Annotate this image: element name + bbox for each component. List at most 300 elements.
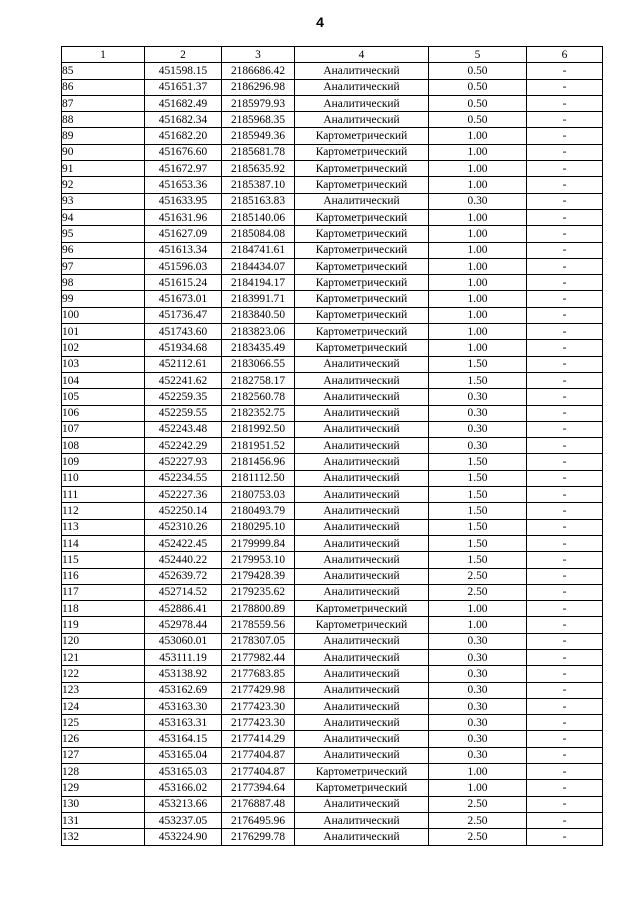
accuracy-cell: 0.30 xyxy=(429,389,527,405)
accuracy-cell: 1.00 xyxy=(429,340,527,356)
note-cell: - xyxy=(527,617,603,633)
y-coordinate-cell: 2179953.10 xyxy=(222,552,295,568)
y-coordinate-cell: 2182560.78 xyxy=(222,389,295,405)
accuracy-cell: 0.30 xyxy=(429,682,527,698)
table-row xyxy=(62,666,603,682)
table-row xyxy=(62,356,603,372)
table-row xyxy=(62,242,603,258)
x-coordinate-cell: 451613.34 xyxy=(145,242,222,258)
point-number-cell: 90 xyxy=(62,144,145,160)
x-coordinate-cell: 453163.31 xyxy=(145,715,222,731)
table-row xyxy=(62,209,603,225)
accuracy-cell: 1.00 xyxy=(429,177,527,193)
y-coordinate-cell: 2177414.29 xyxy=(222,731,295,747)
point-number-cell: 127 xyxy=(62,747,145,763)
method-cell: Картометрический xyxy=(295,764,429,780)
y-coordinate-cell: 2185163.83 xyxy=(222,193,295,209)
x-coordinate-cell: 451682.34 xyxy=(145,112,222,128)
table-row xyxy=(62,275,603,291)
y-coordinate-cell: 2182758.17 xyxy=(222,372,295,388)
method-cell: Аналитический xyxy=(295,552,429,568)
table-row xyxy=(62,812,603,828)
point-number-cell: 108 xyxy=(62,438,145,454)
method-cell: Аналитический xyxy=(295,731,429,747)
x-coordinate-cell: 451598.15 xyxy=(145,63,222,79)
y-coordinate-cell: 2177423.30 xyxy=(222,698,295,714)
y-coordinate-cell: 2184434.07 xyxy=(222,258,295,274)
note-cell: - xyxy=(527,470,603,486)
x-coordinate-cell: 451651.37 xyxy=(145,79,222,95)
x-coordinate-cell: 451673.01 xyxy=(145,291,222,307)
accuracy-cell: 2.50 xyxy=(429,584,527,600)
x-coordinate-cell: 453237.05 xyxy=(145,812,222,828)
table-row xyxy=(62,324,603,340)
table-row xyxy=(62,144,603,160)
note-cell: - xyxy=(527,829,603,845)
table-row xyxy=(62,95,603,111)
point-number-cell: 98 xyxy=(62,275,145,291)
accuracy-cell: 2.50 xyxy=(429,568,527,584)
accuracy-cell: 1.00 xyxy=(429,617,527,633)
table-row xyxy=(62,552,603,568)
accuracy-cell: 1.50 xyxy=(429,552,527,568)
method-cell: Аналитический xyxy=(295,63,429,79)
point-number-cell: 106 xyxy=(62,405,145,421)
y-coordinate-cell: 2185635.92 xyxy=(222,161,295,177)
y-coordinate-cell: 2183823.06 xyxy=(222,324,295,340)
x-coordinate-cell: 451682.20 xyxy=(145,128,222,144)
point-number-cell: 132 xyxy=(62,829,145,845)
note-cell: - xyxy=(527,666,603,682)
table-row xyxy=(62,649,603,665)
accuracy-cell: 1.00 xyxy=(429,780,527,796)
accuracy-cell: 2.50 xyxy=(429,812,527,828)
point-number-cell: 126 xyxy=(62,731,145,747)
accuracy-cell: 0.30 xyxy=(429,421,527,437)
table-row xyxy=(62,568,603,584)
point-number-cell: 103 xyxy=(62,356,145,372)
accuracy-cell: 1.00 xyxy=(429,307,527,323)
accuracy-cell: 1.00 xyxy=(429,242,527,258)
accuracy-cell: 2.50 xyxy=(429,829,527,845)
accuracy-cell: 1.00 xyxy=(429,209,527,225)
y-coordinate-cell: 2186686.42 xyxy=(222,63,295,79)
note-cell: - xyxy=(527,226,603,242)
method-cell: Аналитический xyxy=(295,633,429,649)
method-cell: Картометрический xyxy=(295,128,429,144)
table-row xyxy=(62,291,603,307)
point-number-cell: 120 xyxy=(62,633,145,649)
y-coordinate-cell: 2183840.50 xyxy=(222,307,295,323)
x-coordinate-cell: 451676.60 xyxy=(145,144,222,160)
method-cell: Аналитический xyxy=(295,421,429,437)
table-row xyxy=(62,503,603,519)
method-cell: Аналитический xyxy=(295,487,429,503)
table-row xyxy=(62,487,603,503)
y-coordinate-cell: 2185387.10 xyxy=(222,177,295,193)
column-header-2: 2 xyxy=(145,47,222,63)
accuracy-cell: 0.30 xyxy=(429,698,527,714)
y-coordinate-cell: 2178800.89 xyxy=(222,601,295,617)
x-coordinate-cell: 452714.52 xyxy=(145,584,222,600)
note-cell: - xyxy=(527,454,603,470)
y-coordinate-cell: 2181112.50 xyxy=(222,470,295,486)
method-cell: Картометрический xyxy=(295,226,429,242)
y-coordinate-cell: 2177429.98 xyxy=(222,682,295,698)
note-cell: - xyxy=(527,601,603,617)
x-coordinate-cell: 452639.72 xyxy=(145,568,222,584)
note-cell: - xyxy=(527,209,603,225)
table-row xyxy=(62,421,603,437)
note-cell: - xyxy=(527,698,603,714)
method-cell: Аналитический xyxy=(295,584,429,600)
table-row xyxy=(62,617,603,633)
y-coordinate-cell: 2177683.85 xyxy=(222,666,295,682)
coordinates-table xyxy=(61,46,603,846)
table-row xyxy=(62,682,603,698)
x-coordinate-cell: 452227.36 xyxy=(145,487,222,503)
x-coordinate-cell: 452978.44 xyxy=(145,617,222,633)
x-coordinate-cell: 452241.62 xyxy=(145,372,222,388)
accuracy-cell: 1.00 xyxy=(429,764,527,780)
note-cell: - xyxy=(527,487,603,503)
x-coordinate-cell: 451596.03 xyxy=(145,258,222,274)
accuracy-cell: 0.30 xyxy=(429,438,527,454)
accuracy-cell: 1.00 xyxy=(429,275,527,291)
accuracy-cell: 0.30 xyxy=(429,405,527,421)
y-coordinate-cell: 2177394.64 xyxy=(222,780,295,796)
table-row xyxy=(62,584,603,600)
accuracy-cell: 2.50 xyxy=(429,796,527,812)
table-row xyxy=(62,438,603,454)
table-row xyxy=(62,747,603,763)
note-cell: - xyxy=(527,535,603,551)
x-coordinate-cell: 452242.29 xyxy=(145,438,222,454)
x-coordinate-cell: 452259.35 xyxy=(145,389,222,405)
point-number-cell: 118 xyxy=(62,601,145,617)
note-cell: - xyxy=(527,307,603,323)
method-cell: Аналитический xyxy=(295,454,429,470)
accuracy-cell: 1.00 xyxy=(429,144,527,160)
x-coordinate-cell: 451736.47 xyxy=(145,307,222,323)
table-row xyxy=(62,128,603,144)
column-header-4: 4 xyxy=(295,47,429,63)
column-header-5: 5 xyxy=(429,47,527,63)
point-number-cell: 117 xyxy=(62,584,145,600)
accuracy-cell: 1.50 xyxy=(429,503,527,519)
point-number-cell: 105 xyxy=(62,389,145,405)
table-row xyxy=(62,112,603,128)
note-cell: - xyxy=(527,552,603,568)
note-cell: - xyxy=(527,291,603,307)
table-body xyxy=(62,63,603,845)
point-number-cell: 124 xyxy=(62,698,145,714)
point-number-cell: 110 xyxy=(62,470,145,486)
accuracy-cell: 0.50 xyxy=(429,112,527,128)
table-row xyxy=(62,79,603,95)
note-cell: - xyxy=(527,340,603,356)
point-number-cell: 116 xyxy=(62,568,145,584)
point-number-cell: 85 xyxy=(62,63,145,79)
note-cell: - xyxy=(527,731,603,747)
y-coordinate-cell: 2185968.35 xyxy=(222,112,295,128)
note-cell: - xyxy=(527,649,603,665)
point-number-cell: 112 xyxy=(62,503,145,519)
x-coordinate-cell: 453164.15 xyxy=(145,731,222,747)
table-row xyxy=(62,340,603,356)
method-cell: Аналитический xyxy=(295,568,429,584)
note-cell: - xyxy=(527,79,603,95)
table-row xyxy=(62,731,603,747)
point-number-cell: 91 xyxy=(62,161,145,177)
method-cell: Картометрический xyxy=(295,177,429,193)
table-row xyxy=(62,389,603,405)
accuracy-cell: 1.00 xyxy=(429,128,527,144)
point-number-cell: 122 xyxy=(62,666,145,682)
method-cell: Аналитический xyxy=(295,389,429,405)
method-cell: Картометрический xyxy=(295,144,429,160)
y-coordinate-cell: 2183991.71 xyxy=(222,291,295,307)
method-cell: Картометрический xyxy=(295,780,429,796)
x-coordinate-cell: 452310.26 xyxy=(145,519,222,535)
y-coordinate-cell: 2184741.61 xyxy=(222,242,295,258)
note-cell: - xyxy=(527,796,603,812)
note-cell: - xyxy=(527,128,603,144)
method-cell: Картометрический xyxy=(295,258,429,274)
point-number-cell: 119 xyxy=(62,617,145,633)
point-number-cell: 130 xyxy=(62,796,145,812)
point-number-cell: 93 xyxy=(62,193,145,209)
y-coordinate-cell: 2185949.36 xyxy=(222,128,295,144)
accuracy-cell: 0.30 xyxy=(429,649,527,665)
point-number-cell: 88 xyxy=(62,112,145,128)
method-cell: Картометрический xyxy=(295,340,429,356)
x-coordinate-cell: 452259.55 xyxy=(145,405,222,421)
point-number-cell: 97 xyxy=(62,258,145,274)
x-coordinate-cell: 451633.95 xyxy=(145,193,222,209)
table-row xyxy=(62,519,603,535)
method-cell: Аналитический xyxy=(295,112,429,128)
accuracy-cell: 1.00 xyxy=(429,601,527,617)
accuracy-cell: 1.50 xyxy=(429,470,527,486)
y-coordinate-cell: 2176495.96 xyxy=(222,812,295,828)
x-coordinate-cell: 453138.92 xyxy=(145,666,222,682)
method-cell: Аналитический xyxy=(295,715,429,731)
point-number-cell: 113 xyxy=(62,519,145,535)
x-coordinate-cell: 451672.97 xyxy=(145,161,222,177)
note-cell: - xyxy=(527,503,603,519)
method-cell: Картометрический xyxy=(295,161,429,177)
accuracy-cell: 1.50 xyxy=(429,519,527,535)
method-cell: Аналитический xyxy=(295,747,429,763)
y-coordinate-cell: 2177982.44 xyxy=(222,649,295,665)
method-cell: Аналитический xyxy=(295,682,429,698)
accuracy-cell: 0.30 xyxy=(429,731,527,747)
method-cell: Аналитический xyxy=(295,666,429,682)
y-coordinate-cell: 2177404.87 xyxy=(222,764,295,780)
point-number-cell: 129 xyxy=(62,780,145,796)
table-row xyxy=(62,829,603,845)
note-cell: - xyxy=(527,242,603,258)
note-cell: - xyxy=(527,568,603,584)
method-cell: Аналитический xyxy=(295,356,429,372)
point-number-cell: 89 xyxy=(62,128,145,144)
note-cell: - xyxy=(527,633,603,649)
point-number-cell: 101 xyxy=(62,324,145,340)
method-cell: Аналитический xyxy=(295,470,429,486)
accuracy-cell: 1.00 xyxy=(429,258,527,274)
x-coordinate-cell: 453165.04 xyxy=(145,747,222,763)
y-coordinate-cell: 2179428.39 xyxy=(222,568,295,584)
y-coordinate-cell: 2181456.96 xyxy=(222,454,295,470)
x-coordinate-cell: 452112.61 xyxy=(145,356,222,372)
note-cell: - xyxy=(527,258,603,274)
method-cell: Аналитический xyxy=(295,535,429,551)
point-number-cell: 128 xyxy=(62,764,145,780)
method-cell: Картометрический xyxy=(295,307,429,323)
method-cell: Аналитический xyxy=(295,649,429,665)
x-coordinate-cell: 452234.55 xyxy=(145,470,222,486)
y-coordinate-cell: 2177404.87 xyxy=(222,747,295,763)
y-coordinate-cell: 2185979.93 xyxy=(222,95,295,111)
note-cell: - xyxy=(527,682,603,698)
accuracy-cell: 1.00 xyxy=(429,324,527,340)
table-row xyxy=(62,454,603,470)
y-coordinate-cell: 2185084.08 xyxy=(222,226,295,242)
method-cell: Аналитический xyxy=(295,698,429,714)
y-coordinate-cell: 2183066.55 xyxy=(222,356,295,372)
column-header-6: 6 xyxy=(527,47,603,63)
method-cell: Аналитический xyxy=(295,829,429,845)
method-cell: Картометрический xyxy=(295,242,429,258)
accuracy-cell: 1.00 xyxy=(429,291,527,307)
column-header-3: 3 xyxy=(222,47,295,63)
point-number-cell: 96 xyxy=(62,242,145,258)
accuracy-cell: 0.50 xyxy=(429,63,527,79)
method-cell: Аналитический xyxy=(295,438,429,454)
point-number-cell: 109 xyxy=(62,454,145,470)
x-coordinate-cell: 452886.41 xyxy=(145,601,222,617)
method-cell: Аналитический xyxy=(295,193,429,209)
method-cell: Аналитический xyxy=(295,503,429,519)
x-coordinate-cell: 452422.45 xyxy=(145,535,222,551)
y-coordinate-cell: 2186296.98 xyxy=(222,79,295,95)
note-cell: - xyxy=(527,780,603,796)
table-header-row xyxy=(62,47,603,63)
method-cell: Картометрический xyxy=(295,324,429,340)
table-row xyxy=(62,633,603,649)
accuracy-cell: 1.50 xyxy=(429,535,527,551)
y-coordinate-cell: 2180493.79 xyxy=(222,503,295,519)
method-cell: Картометрический xyxy=(295,209,429,225)
accuracy-cell: 1.00 xyxy=(429,226,527,242)
y-coordinate-cell: 2178307.05 xyxy=(222,633,295,649)
y-coordinate-cell: 2179235.62 xyxy=(222,584,295,600)
accuracy-cell: 1.00 xyxy=(429,161,527,177)
x-coordinate-cell: 451653.36 xyxy=(145,177,222,193)
method-cell: Картометрический xyxy=(295,291,429,307)
x-coordinate-cell: 453166.02 xyxy=(145,780,222,796)
method-cell: Аналитический xyxy=(295,796,429,812)
note-cell: - xyxy=(527,356,603,372)
note-cell: - xyxy=(527,275,603,291)
table-row xyxy=(62,307,603,323)
y-coordinate-cell: 2181951.52 xyxy=(222,438,295,454)
page-number: 4 xyxy=(316,14,324,30)
note-cell: - xyxy=(527,715,603,731)
accuracy-cell: 0.50 xyxy=(429,79,527,95)
y-coordinate-cell: 2182352.75 xyxy=(222,405,295,421)
accuracy-cell: 1.50 xyxy=(429,487,527,503)
note-cell: - xyxy=(527,144,603,160)
x-coordinate-cell: 451682.49 xyxy=(145,95,222,111)
point-number-cell: 125 xyxy=(62,715,145,731)
y-coordinate-cell: 2183435.49 xyxy=(222,340,295,356)
note-cell: - xyxy=(527,324,603,340)
note-cell: - xyxy=(527,405,603,421)
method-cell: Картометрический xyxy=(295,275,429,291)
x-coordinate-cell: 452250.14 xyxy=(145,503,222,519)
note-cell: - xyxy=(527,112,603,128)
point-number-cell: 94 xyxy=(62,209,145,225)
x-coordinate-cell: 451934.68 xyxy=(145,340,222,356)
x-coordinate-cell: 453165.03 xyxy=(145,764,222,780)
note-cell: - xyxy=(527,372,603,388)
point-number-cell: 95 xyxy=(62,226,145,242)
table-row xyxy=(62,601,603,617)
method-cell: Аналитический xyxy=(295,372,429,388)
table-row xyxy=(62,226,603,242)
table-row xyxy=(62,161,603,177)
point-number-cell: 86 xyxy=(62,79,145,95)
y-coordinate-cell: 2184194.17 xyxy=(222,275,295,291)
table-row xyxy=(62,780,603,796)
accuracy-cell: 1.50 xyxy=(429,356,527,372)
table-row xyxy=(62,698,603,714)
x-coordinate-cell: 453213.66 xyxy=(145,796,222,812)
point-number-cell: 104 xyxy=(62,372,145,388)
x-coordinate-cell: 451615.24 xyxy=(145,275,222,291)
table-row xyxy=(62,470,603,486)
table-row xyxy=(62,193,603,209)
accuracy-cell: 0.50 xyxy=(429,95,527,111)
point-number-cell: 114 xyxy=(62,535,145,551)
y-coordinate-cell: 2176299.78 xyxy=(222,829,295,845)
note-cell: - xyxy=(527,421,603,437)
y-coordinate-cell: 2176887.48 xyxy=(222,796,295,812)
x-coordinate-cell: 453060.01 xyxy=(145,633,222,649)
point-number-cell: 131 xyxy=(62,812,145,828)
x-coordinate-cell: 451631.96 xyxy=(145,209,222,225)
x-coordinate-cell: 453111.19 xyxy=(145,649,222,665)
y-coordinate-cell: 2180753.03 xyxy=(222,487,295,503)
y-coordinate-cell: 2179999.84 xyxy=(222,535,295,551)
method-cell: Аналитический xyxy=(295,812,429,828)
point-number-cell: 121 xyxy=(62,649,145,665)
note-cell: - xyxy=(527,764,603,780)
table-row xyxy=(62,372,603,388)
accuracy-cell: 0.30 xyxy=(429,193,527,209)
point-number-cell: 115 xyxy=(62,552,145,568)
point-number-cell: 123 xyxy=(62,682,145,698)
method-cell: Картометрический xyxy=(295,601,429,617)
table-row xyxy=(62,764,603,780)
y-coordinate-cell: 2177423.30 xyxy=(222,715,295,731)
table-row xyxy=(62,177,603,193)
note-cell: - xyxy=(527,812,603,828)
table-row xyxy=(62,405,603,421)
x-coordinate-cell: 452440.22 xyxy=(145,552,222,568)
